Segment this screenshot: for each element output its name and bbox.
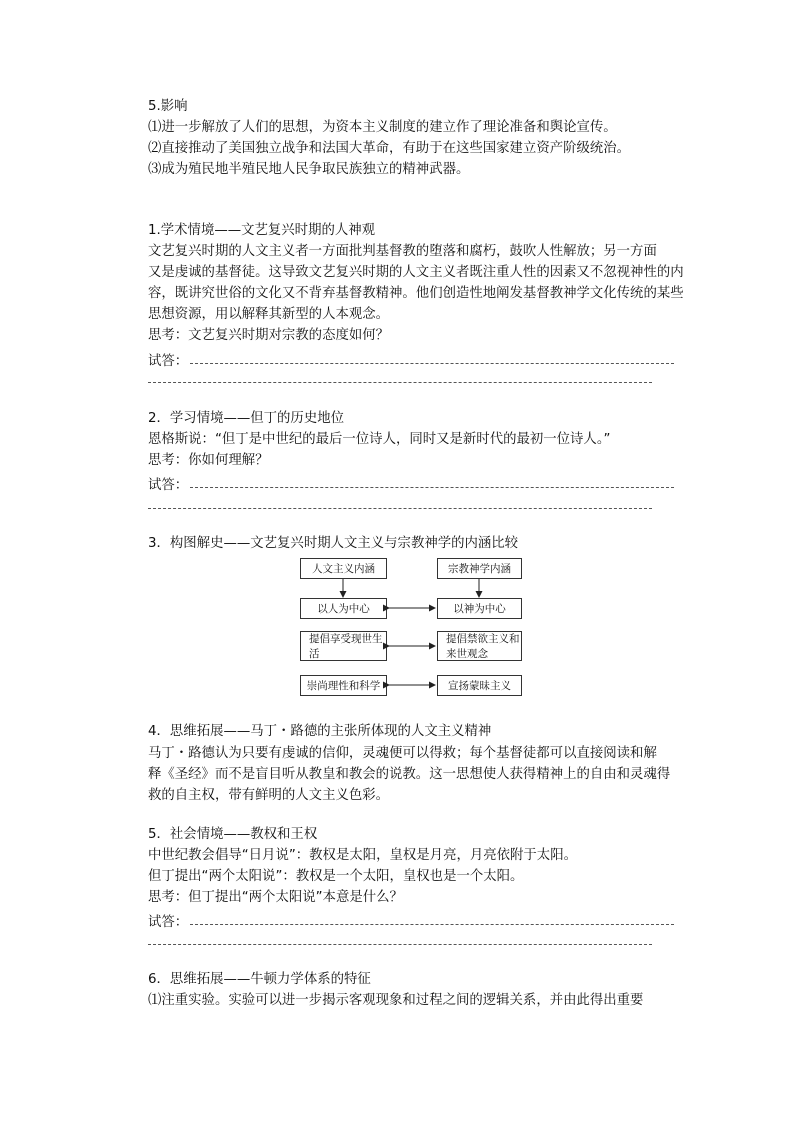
think-prompt: 思考：但丁提出“两个太阳说”本意是什么？ (148, 890, 403, 905)
answer-line (190, 924, 674, 925)
paragraph-line: 容，既讲究世俗的文化又不背弃基督教精神。他们创造性地阐发基督教神学文化传统的某些 (148, 286, 684, 301)
question-title: 5．社会情境——教权和王权 (148, 827, 318, 842)
right-box: 宣扬蒙昧主义 (437, 675, 522, 696)
question-title: 3．构图解史——文艺复兴时期人文主义与宗教神学的内涵比较 (148, 536, 519, 551)
paragraph-line: 但丁提出“两个太阳说”：教权是一个太阳，皇权也是一个太阳。 (148, 869, 524, 884)
paragraph-line: 中世纪教会倡导“日月说”：教权是太阳，皇权是月亮，月亮依附于太阳。 (148, 848, 577, 863)
right-header-box: 宗教神学内涵 (437, 558, 522, 579)
answer-label: 试答： (148, 915, 189, 930)
left-header-box: 人文主义内涵 (300, 558, 387, 579)
left-box: 崇尚理性和科学 (300, 675, 387, 696)
right-box: 以神为中心 (437, 598, 522, 619)
list-item: ⑵直接推动了美国独立战争和法国大革命，有助于在这些国家建立资产阶级统治。 (148, 141, 631, 156)
answer-label: 试答： (148, 354, 189, 369)
paragraph-line: 释《圣经》而不是盲目听从教皇和教会的说教。这一思想使人获得精神上的自由和灵魂得 (148, 767, 671, 782)
paragraph-line: 文艺复兴时期的人文主义者一方面批判基督教的堕落和腐朽，鼓吹人性解放；另一方面 (148, 244, 657, 259)
think-prompt: 思考：你如何理解？ (148, 453, 269, 468)
answer-label: 试答： (148, 478, 189, 493)
question-title: 6．思维拓展——牛顿力学体系的特征 (148, 972, 371, 987)
list-item: ⑴进一步解放了人们的思想，为资本主义制度的建立作了理论准备和舆论宣传。 (148, 120, 617, 135)
paragraph-line: 救的自主权，带有鲜明的人文主义色彩。 (148, 788, 390, 803)
left-box: 提倡享受现世生活 (300, 631, 387, 661)
paragraph-line: 马丁・路德认为只要有虔诚的信仰，灵魂便可以得救；每个基督徒都可以直接阅读和解 (148, 746, 657, 761)
question-title: 1.学术情境——文艺复兴时期的人神观 (148, 223, 376, 238)
answer-field[interactable] (148, 911, 674, 929)
paragraph-line: 又是虔诚的基督徒。这导致文艺复兴时期的人文主义者既注重人性的因素又不忽视神性的内 (148, 265, 684, 280)
quote: 恩格斯说：“但丁是中世纪的最后一位诗人，同时又是新时代的最初一位诗人。” (148, 432, 611, 447)
question-title: 2．学习情境——但丁的历史地位 (148, 411, 344, 426)
think-prompt: 思考：文艺复兴时期对宗教的态度如何？ (148, 328, 390, 343)
right-box: 提倡禁欲主义和来世观念 (437, 631, 522, 661)
paragraph-line: 思想资源，用以解释其新型的人本观念。 (148, 307, 390, 322)
paragraph-line: ⑴注重实验。实验可以进一步揭示客观现象和过程之间的逻辑关系，并由此得出重要 (148, 993, 644, 1008)
section-title: 5.影响 (148, 99, 188, 114)
left-box: 以人为中心 (300, 598, 387, 619)
question-title: 4．思维拓展——马丁・路德的主张所体现的人文主义精神 (148, 724, 492, 739)
list-item: ⑶成为殖民地半殖民地人民争取民族独立的精神武器。 (148, 162, 470, 177)
answer-line (148, 944, 652, 945)
